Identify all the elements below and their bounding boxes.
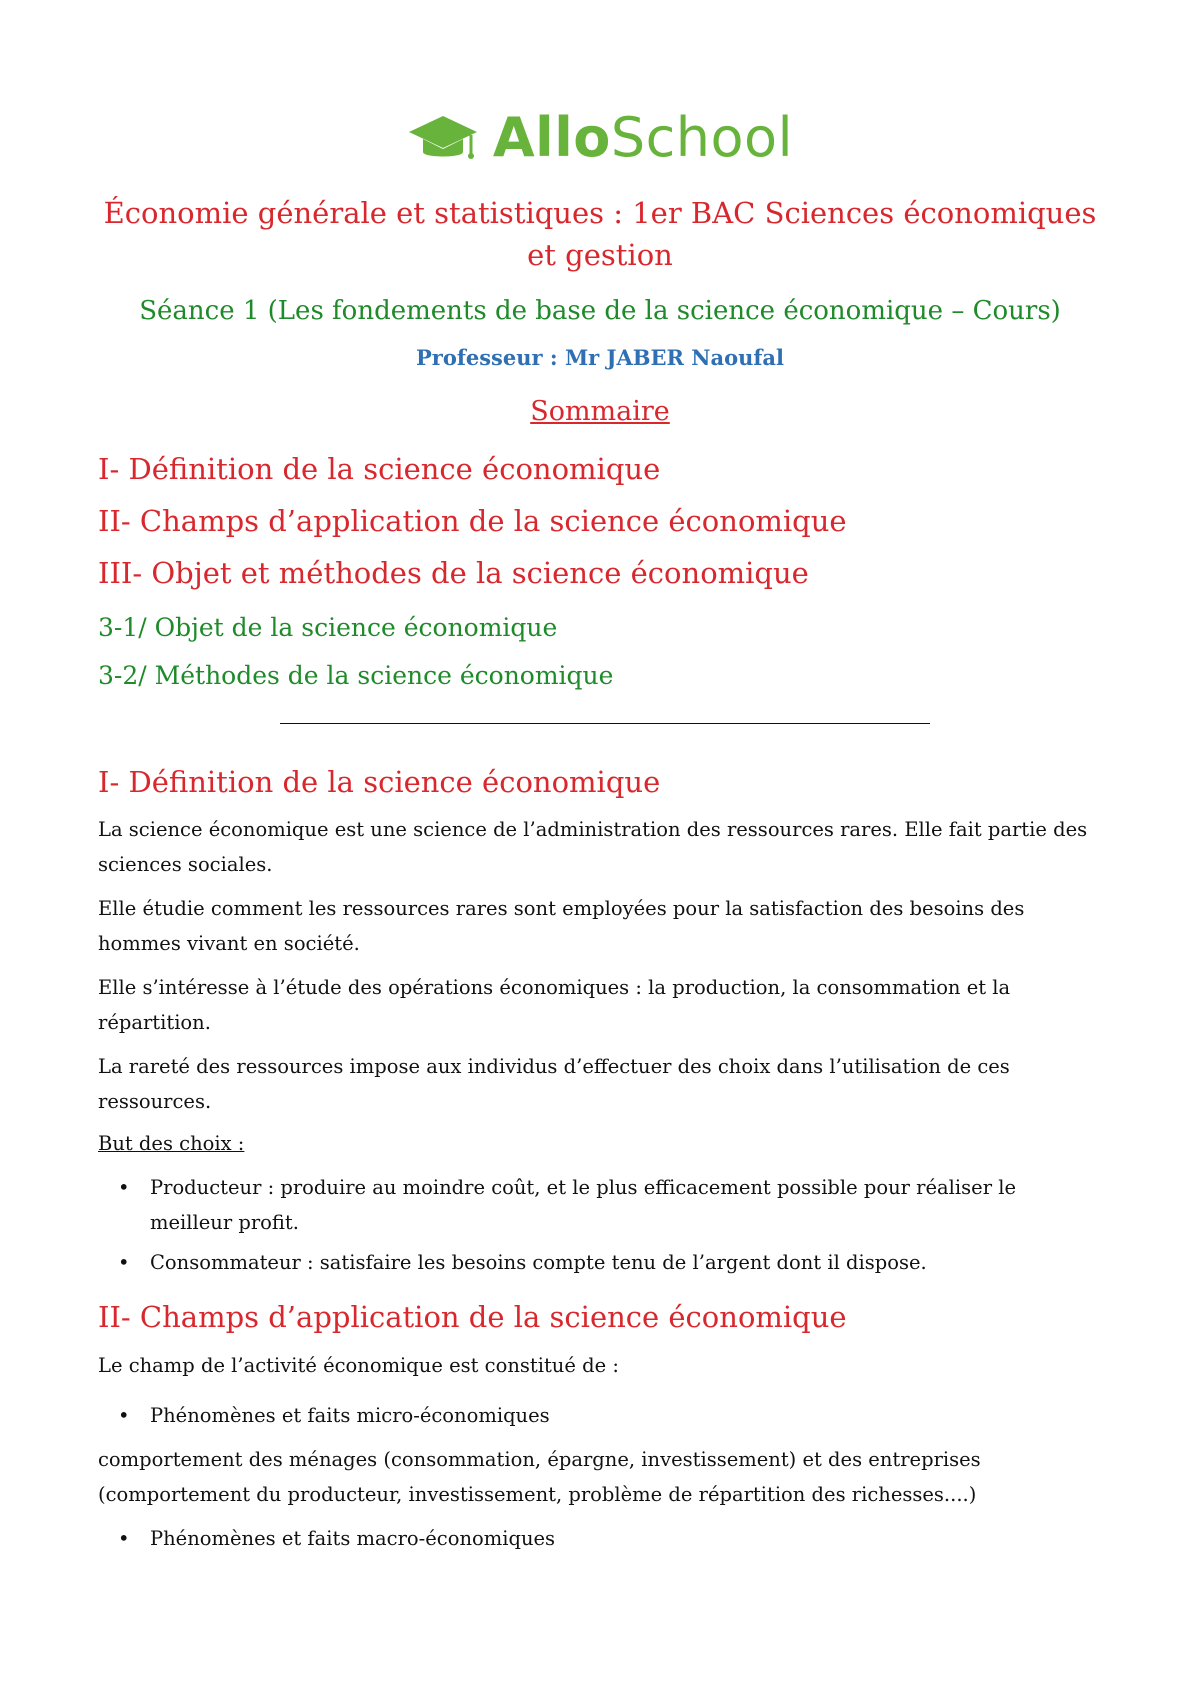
logo-text-bold: Allo (492, 106, 611, 169)
paragraph: comportement des ménages (consommation, épargne, investissement) et des entreprises (comportement du producteur, investissement, problème de répartition des richesses....) (98, 1448, 981, 1506)
alloschool-logo (0, 108, 1200, 168)
paragraph: Elle étudie comment les ressources rares sont employées pour la satisfaction des besoins des hommes vivant en société. (98, 897, 1025, 955)
professor-line: Professeur : Mr JABER Naoufal (415, 345, 785, 370)
section-heading: I- Définition de la science économique (98, 765, 661, 799)
document-title: Économie générale et statistiques : 1er BAC Sciences économiques et gestion (103, 196, 1097, 272)
paragraph: La science économique est une science de l’administration des ressources rares. Elle fait partie des sciences sociales. (98, 818, 1088, 876)
session-subtitle: Séance 1 (Les fondements de base de la science économique – Cours) (139, 296, 1061, 326)
bullet-icon: • (118, 1176, 130, 1199)
sommaire-heading-text: Sommaire (530, 396, 670, 427)
list-item-text: Phénomènes et faits macro-économiques (150, 1527, 556, 1550)
paragraph: La rareté des ressources impose aux individus d’effectuer des choix dans l’utilisation de ces ressources. (98, 1055, 1010, 1113)
choices-label: But des choix : (98, 1132, 245, 1155)
section-divider (280, 723, 930, 724)
paragraph: Le champ de l’activité économique est constitué de : (98, 1354, 619, 1377)
paragraph: Elle s’intéresse à l’étude des opérations économiques : la production, la consommation et la répartition. (98, 976, 1011, 1034)
list-item (118, 1521, 1088, 1556)
graduation-cap-icon (407, 110, 479, 166)
toc-subitem: 3-2/ Méthodes de la science économique (98, 661, 614, 690)
toc-item: II- Champs d’application de la science économique (98, 504, 847, 538)
list-item (118, 1170, 1088, 1240)
logo-wordmark (493, 108, 793, 168)
logo-text-regular: School (610, 106, 794, 169)
list-item-text: Phénomènes et faits micro-économiques (150, 1404, 550, 1427)
list-item-text: Producteur : produire au moindre coût, et le plus efficacement possible pour réaliser le meilleur profit. (150, 1176, 1016, 1234)
bullet-icon: • (118, 1527, 130, 1550)
list-item (118, 1245, 1088, 1280)
bullet-icon: • (118, 1251, 130, 1274)
toc-item: III- Objet et méthodes de la science économique (98, 556, 809, 590)
list-item (118, 1398, 1088, 1433)
toc-item: I- Définition de la science économique (98, 452, 661, 486)
list-item-text: Consommateur : satisfaire les besoins compte tenu de l’argent dont il dispose. (150, 1251, 927, 1274)
sommaire-heading (0, 394, 1200, 430)
toc-subitem: 3-1/ Objet de la science économique (98, 613, 558, 642)
bullet-icon: • (118, 1404, 130, 1427)
section-heading: II- Champs d’application de la science économique (98, 1300, 847, 1334)
